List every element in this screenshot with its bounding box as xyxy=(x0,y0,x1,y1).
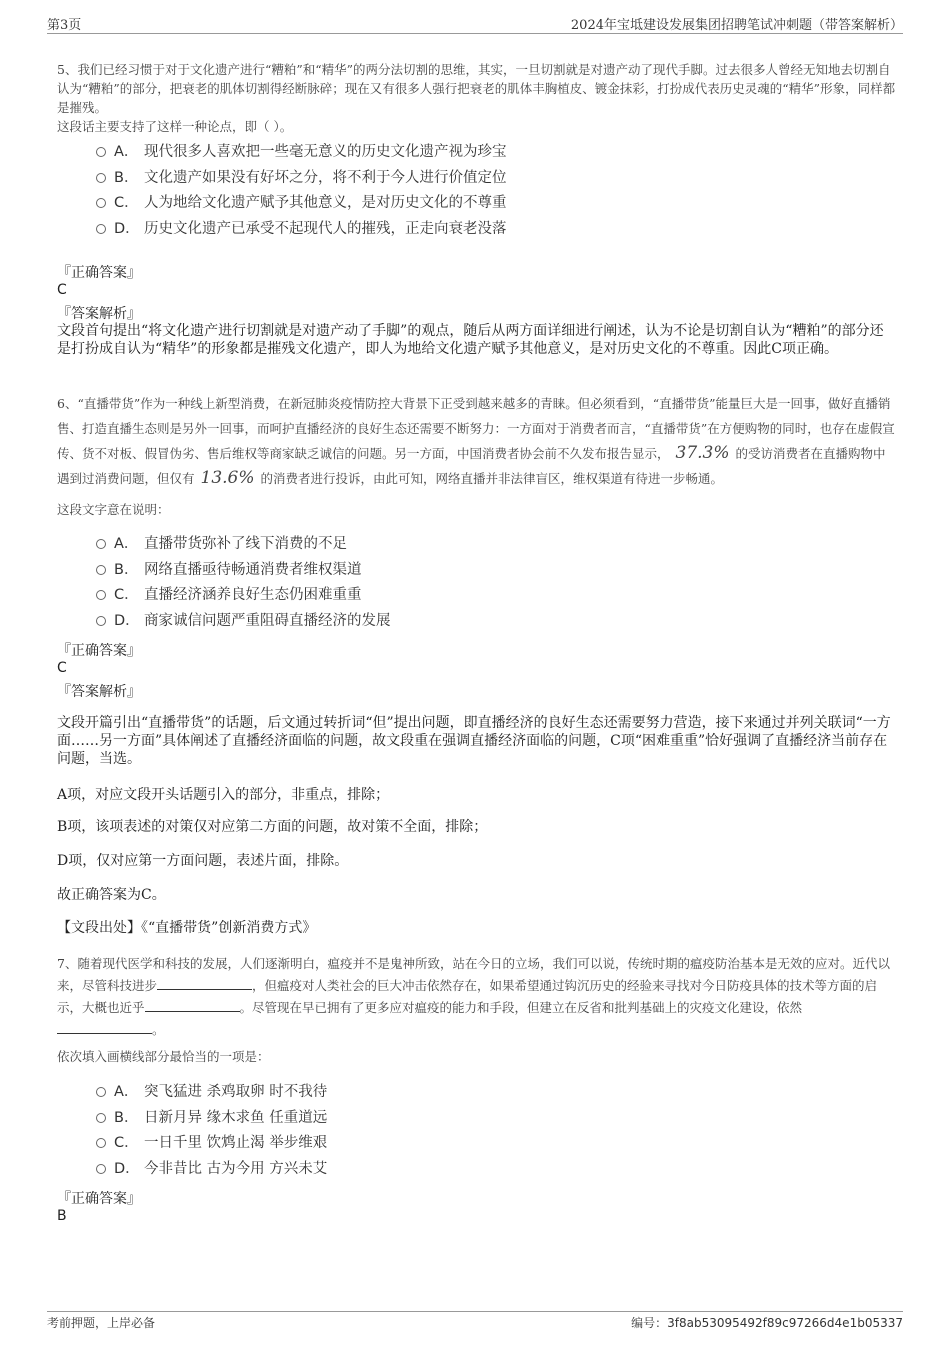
page-footer xyxy=(47,1314,903,1334)
fill-blank[interactable] xyxy=(157,977,252,990)
radio-icon[interactable] xyxy=(96,616,106,626)
option-c[interactable]: C． 一日千里 饮鸩止渴 举步维艰 xyxy=(96,1131,327,1157)
fill-blank[interactable] xyxy=(145,999,240,1012)
answer-label: 『正确答案』 xyxy=(57,265,141,281)
analysis-text: 文段首句提出“将文化遗产进行切割就是对遗产动了手脚”的观点，随后从两方面详细进行阐述，认为不论是切割自认为“糟粕”的部分还是打扮成自认为“精华”的形象都是摧残文化遗产，即人为地给文化遗产赋予其他意义，是对历史文化的不尊重。因此C项正确。 xyxy=(57,323,884,357)
option-a[interactable]: A． 直播带货弥补了线下消费的不足 xyxy=(96,532,391,558)
radio-icon[interactable] xyxy=(96,173,106,183)
footer-divider xyxy=(47,1311,903,1312)
page-number: 第3页 xyxy=(47,18,82,33)
radio-icon[interactable] xyxy=(96,1164,106,1174)
question-7-prompt: 依次填入画横线部分最恰当的一项是： xyxy=(57,1049,270,1064)
radio-icon[interactable] xyxy=(96,1138,106,1148)
question-7-options xyxy=(96,1080,327,1182)
answer-label: 『正确答案』 xyxy=(57,643,141,659)
option-a[interactable]: A． 突飞猛进 杀鸡取卵 时不我待 xyxy=(96,1080,327,1106)
question-5-prompt: 这段话主要支持了这样一种论点，即（ ）。 xyxy=(57,119,293,134)
question-6-prompt: 这段文字意在说明： xyxy=(57,502,170,517)
document-title: 2024年宝坻建设发展集团招聘笔试冲刺题（带答案解析） xyxy=(570,18,903,33)
option-b[interactable]: B． 日新月异 缘木求鱼 任重道远 xyxy=(96,1106,327,1132)
document-id: 编号：3f8ab53095492f89c97266d4e1b05337 xyxy=(631,1316,903,1330)
analysis-label: 『答案解析』 xyxy=(57,684,141,700)
question-5-text: 5、我们已经习惯于对于文化遗产进行“糟粕”和“精华”的两分法切割的思维，其实，一旦切割就是对遗产动了现代手脚。过去很多人曾经无知地去切割自认为“糟粕”的部分，把衰老的肌体切割得经断脉碎；现在又有很多人强行把衰老的肌体丰胸植皮、镀金抹彩，打扮成代表历史灵魂的“精华”形象，同样都是摧残。 xyxy=(57,62,896,115)
analysis-note-b: B项，该项表述的对策仅对应第二方面的问题，故对策不全面，排除； xyxy=(57,819,488,835)
radio-icon[interactable] xyxy=(96,224,106,234)
answer-value: C xyxy=(57,660,67,676)
percentage-value: 13.6% xyxy=(200,468,255,488)
question-5-stem xyxy=(57,60,897,136)
option-a[interactable]: A． 现代很多人喜欢把一些毫无意义的历史文化遗产视为珍宝 xyxy=(96,140,507,166)
answer-value: B xyxy=(57,1208,67,1224)
header-divider xyxy=(47,33,903,34)
question-6-options xyxy=(96,532,391,634)
analysis-label: 『答案解析』 xyxy=(57,306,141,322)
source-citation: 【文段出处】《“直播带货”创新消费方式》 xyxy=(57,920,317,936)
option-c[interactable]: C． 人为地给文化遗产赋予其他意义，是对历史文化的不尊重 xyxy=(96,191,507,217)
question-5-options xyxy=(96,140,507,242)
radio-icon[interactable] xyxy=(96,539,106,549)
fill-blank[interactable] xyxy=(57,1021,152,1034)
option-b[interactable]: B． 文化遗产如果没有好坏之分，将不利于今人进行价值定位 xyxy=(96,166,507,192)
analysis-conclusion: 故正确答案为C。 xyxy=(57,887,166,903)
analysis-note-d: D项，仅对应第一方面问题，表述片面，排除。 xyxy=(57,853,349,869)
question-6-stem: 6、“直播带货”作为一种线上新型消费，在新冠肺炎疫情防控大背景下正受到越来越多的青睐。但必须看到，“直播带货”能量巨大是一回事，做好直播销售、打造直播生态则是另外一回事，而呵护直播经济的良好生态还需要不断努力：一方面对于消费者而言，“直播带货”在方便购物的同时，也存在虚假宣传、货不对板、假冒伪劣、售后维权等商家缺乏诚信的问题。另一方面，中国消费者协会前不久发布报告显示， 37.3% 的受访消费者在直播购物中遇到过消费问题，但仅有 13.6% 的消费者进行投诉，由此可知，网络直播并非法律盲区，维权渠道有待进一步畅通。 xyxy=(57,396,895,488)
option-d[interactable]: D． 历史文化遗产已承受不起现代人的摧残，正走向衰老没落 xyxy=(96,217,507,243)
radio-icon[interactable] xyxy=(96,198,106,208)
radio-icon[interactable] xyxy=(96,590,106,600)
answer-label: 『正确答案』 xyxy=(57,1191,141,1207)
analysis-text: 文段开篇引出“直播带货”的话题，后文通过转折词“但”提出问题，即直播经济的良好生态还需要努力营造，接下来通过并列关联词“一方面……另一方面”具体阐述了直播经济面临的问题，故文段重在强调直播经济面临的问题，C项“困难重重”恰好强调了直播经济当前存在问题，当选。 xyxy=(57,715,891,767)
radio-icon[interactable] xyxy=(96,565,106,575)
question-7-stem: 7、随着现代医学和科技的发展，人们逐渐明白，瘟疫并不是鬼神所致，站在今日的立场，我们可以说，传统时期的瘟疫防治基本是无效的应对。近代以来，尽管科技进步 ，但瘟疫对人类社会的巨大冲击依然存在，如果希望通过钩沉历史的经验来寻找对今日防疫具体的技术等方面的启示，大概也近乎 。尽管现在早已拥有了更多应对瘟疫的能力和手段，但建立在反省和批判基础上的灾疫文化建设，依然。 xyxy=(57,956,890,1037)
option-d[interactable]: D． 今非昔比 古为今用 方兴未艾 xyxy=(96,1157,327,1183)
footer-slogan: 考前押题，上岸必备 xyxy=(47,1316,156,1330)
option-b[interactable]: B． 网络直播亟待畅通消费者维权渠道 xyxy=(96,558,391,584)
analysis-note-a: A项，对应文段开头话题引入的部分，非重点，排除； xyxy=(57,787,390,803)
percentage-value: 37.3% xyxy=(675,443,730,463)
radio-icon[interactable] xyxy=(96,147,106,157)
option-d[interactable]: D． 商家诚信问题严重阻碍直播经济的发展 xyxy=(96,609,391,635)
answer-value: C xyxy=(57,282,67,298)
page-header xyxy=(47,14,903,34)
radio-icon[interactable] xyxy=(96,1087,106,1097)
option-c[interactable]: C． 直播经济涵养良好生态仍困难重重 xyxy=(96,583,391,609)
radio-icon[interactable] xyxy=(96,1113,106,1123)
